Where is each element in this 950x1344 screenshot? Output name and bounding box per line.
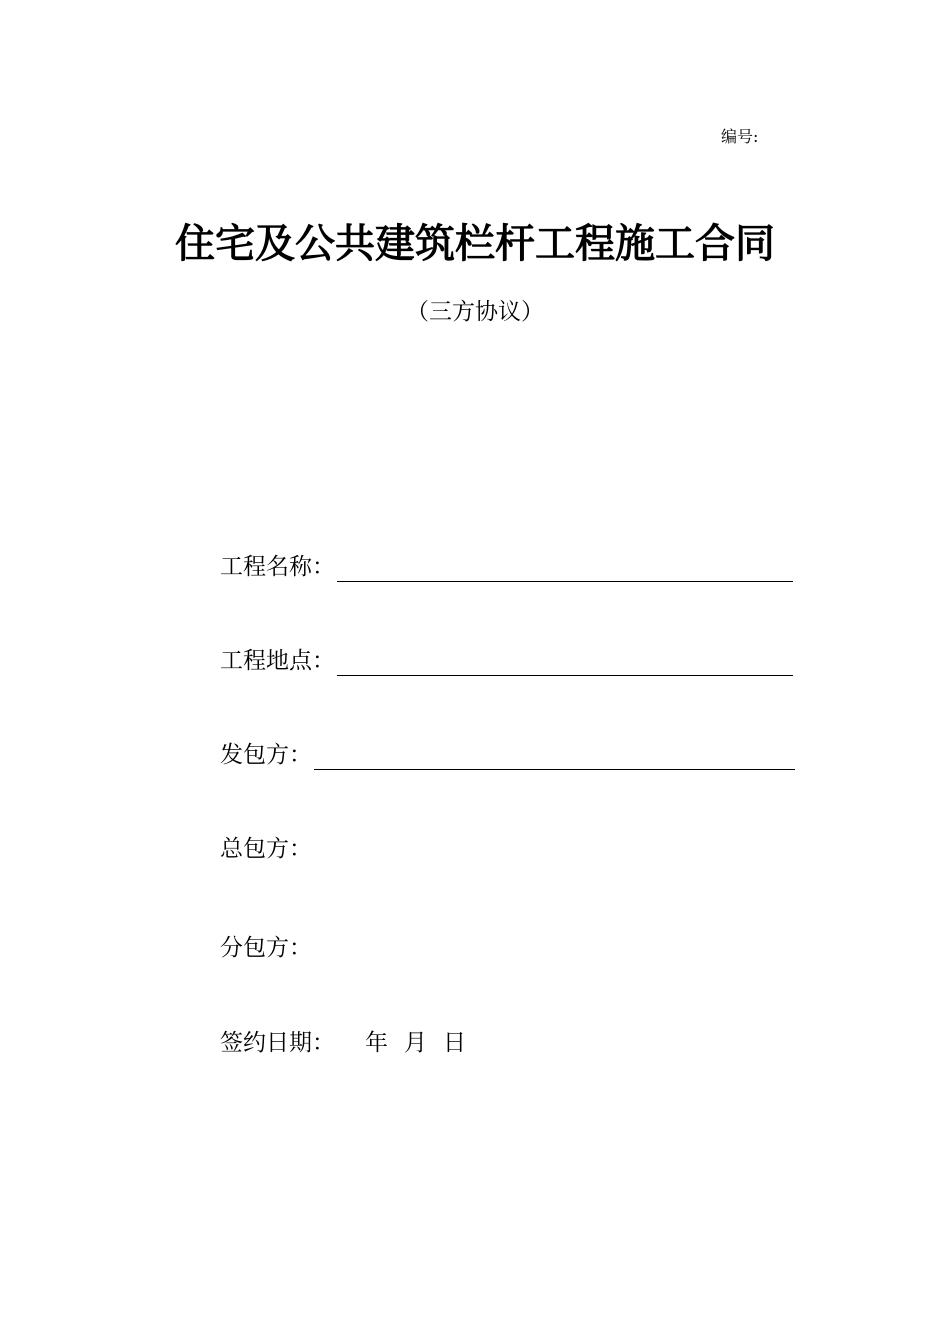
contract-title: 住宅及公共建筑栏杆工程施工合同 xyxy=(175,220,775,267)
project-name-blank-line[interactable] xyxy=(337,557,793,582)
employer-blank-line[interactable] xyxy=(314,745,795,770)
project-location-field xyxy=(220,642,793,676)
project-name-field xyxy=(220,548,793,582)
project-name-label: 工程名称： xyxy=(220,554,335,580)
signing-date-parts xyxy=(365,1028,482,1058)
signing-date-field xyxy=(220,1024,482,1058)
project-location-label: 工程地点： xyxy=(220,648,335,674)
employer-label: 发包方： xyxy=(220,742,312,768)
subcontractor-field xyxy=(220,929,312,963)
date-month-label: 月 xyxy=(404,1030,427,1056)
signing-date-label: 签约日期： xyxy=(220,1030,335,1056)
project-location-blank-line[interactable] xyxy=(337,651,793,676)
serial-number-label: 编号: xyxy=(721,127,759,146)
general-contractor-label: 总包方： xyxy=(220,836,312,862)
employer-field xyxy=(220,736,795,770)
date-day-label: 日 xyxy=(443,1030,466,1056)
contract-subtitle: （三方协议） xyxy=(406,299,544,325)
date-year-label: 年 xyxy=(365,1030,388,1056)
subcontractor-label: 分包方： xyxy=(220,935,312,961)
general-contractor-field xyxy=(220,830,312,864)
